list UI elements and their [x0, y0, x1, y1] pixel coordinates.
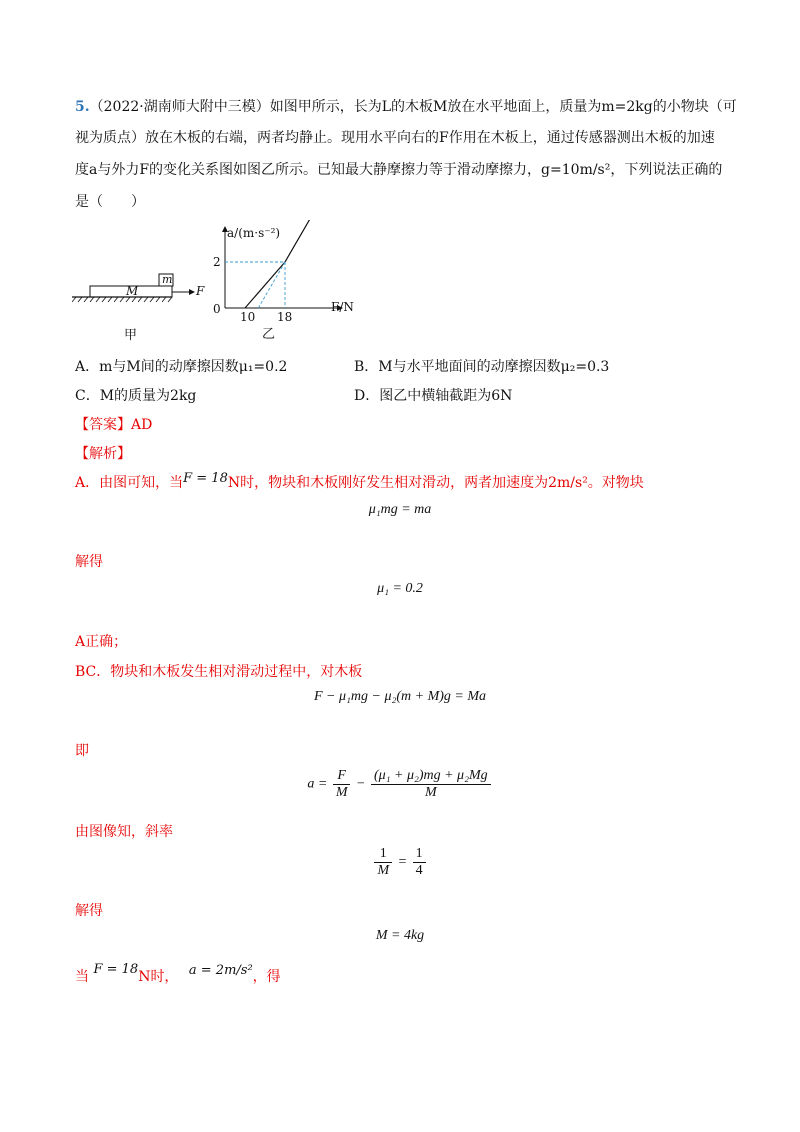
dashed-slope-line: [258, 262, 285, 308]
board-diagram: [72, 262, 212, 342]
answer-line: [75, 415, 152, 435]
analysis-a-pre: A．由图可知，当: [75, 475, 184, 491]
analysis-a-post: N时，物块和木板刚好发生相对滑动，两者加速度为2m/s²。对物块: [227, 475, 644, 491]
analysis-label: 【解析】: [75, 446, 131, 462]
question-number: 5.: [75, 99, 90, 115]
option-c: C．M的质量为2kg: [75, 388, 197, 404]
main-line-segment-2: [285, 220, 312, 262]
ground-hatching: [72, 297, 172, 302]
last-line: [75, 962, 281, 988]
figure-jia-caption: 甲: [124, 328, 138, 343]
equation-2: μ₁ = 0.2: [377, 581, 423, 596]
eq4-fraction-f: [333, 768, 351, 801]
slope-line: 由图像知，斜率: [75, 824, 173, 840]
figure-jia: [72, 262, 212, 342]
eq4-g-numerator: (μ₁ + μ₂)mg + μ₂Mg: [371, 768, 491, 785]
last-f-value: F = 18: [93, 962, 139, 977]
question-text-1: （2022·湖南师大附中三模）如图甲所示，长为L的木板M放在水平地面上，质量为m=2kg的小物块（可: [89, 99, 737, 115]
equation-6: M = 4kg: [375, 928, 425, 943]
eq5-right-denominator: 4: [415, 863, 423, 878]
question-line-3: 度a与外力F的变化关系图如图乙所示。已知最大静摩擦力等于滑动摩擦力，g=10m/s²，下列说法正确的: [75, 162, 723, 178]
question-line-2: 视为质点）放在木板的右端，两者均静止。现用水平向右的F作用在木板上，通过传感器测出木板的加速: [75, 130, 715, 146]
a-correct: A正确；: [75, 634, 128, 650]
equation-5: [0, 846, 800, 879]
eq5-equals: =: [397, 854, 408, 870]
option-d: D．图乙中横轴截距为6N: [354, 388, 513, 404]
origin-label: 0: [213, 302, 221, 316]
eq5-left-fraction: [374, 846, 392, 879]
eq5-left-numerator: 1: [374, 846, 392, 863]
analysis-a-line: [75, 473, 644, 494]
last-a-value: a = 2m/s²: [188, 963, 253, 978]
question-line-1: [75, 97, 737, 117]
eq4-f-denominator: M: [335, 785, 348, 800]
jiede-2: 解得: [75, 903, 103, 919]
answer-value: AD: [131, 417, 153, 433]
eq4-lhs: a =: [307, 776, 328, 792]
eq5-right-numerator: 1: [413, 846, 426, 863]
bc-line: BC．物块和木板发生相对滑动过程中，对木板: [75, 664, 363, 680]
ji-label: 即: [75, 743, 89, 759]
option-b: B．M与水平地面间的动摩擦因数μ₂=0.3: [354, 359, 610, 375]
analysis-a-f-value: F = 18: [183, 471, 228, 486]
force-label: F: [196, 284, 205, 298]
x-tick-label-10: 10: [240, 310, 256, 324]
figure-yi-caption: 乙: [262, 327, 276, 342]
eq4-f-numerator: F: [333, 768, 351, 785]
eq4-g-denominator: M: [424, 785, 437, 800]
equation-1: μ₁mg = ma: [368, 502, 432, 517]
y-axis-label: a/(m·s⁻²): [227, 226, 281, 240]
board-label: M: [126, 284, 139, 298]
question-line-4: 是（ ）: [75, 194, 145, 210]
main-line-segment-1: [245, 262, 285, 308]
block-label: m: [162, 273, 173, 286]
option-a: A．m与M间的动摩擦因数μ₁=0.2: [75, 359, 288, 375]
jiede-1: 解得: [75, 554, 103, 570]
last-de: ，得: [252, 969, 281, 985]
last-n: N时，: [138, 969, 179, 985]
x-tick-label-18: 18: [277, 310, 293, 324]
eq5-left-denominator: M: [377, 863, 390, 878]
figure-yi: [205, 220, 365, 345]
y-tick-label: 2: [213, 255, 221, 269]
eq4-fraction-g: [371, 768, 491, 801]
equation-4: [0, 768, 800, 801]
eq5-right-fraction: [413, 846, 426, 879]
eq4-minus: −: [355, 776, 366, 792]
last-dang: 当: [75, 969, 89, 985]
force-arrow-head: [189, 289, 195, 295]
equation-3: F − μ₁mg − μ₂(m + M)g = Ma: [314, 689, 486, 704]
answer-label: 【答案】: [75, 417, 131, 433]
x-axis-label: F/N: [331, 300, 354, 314]
